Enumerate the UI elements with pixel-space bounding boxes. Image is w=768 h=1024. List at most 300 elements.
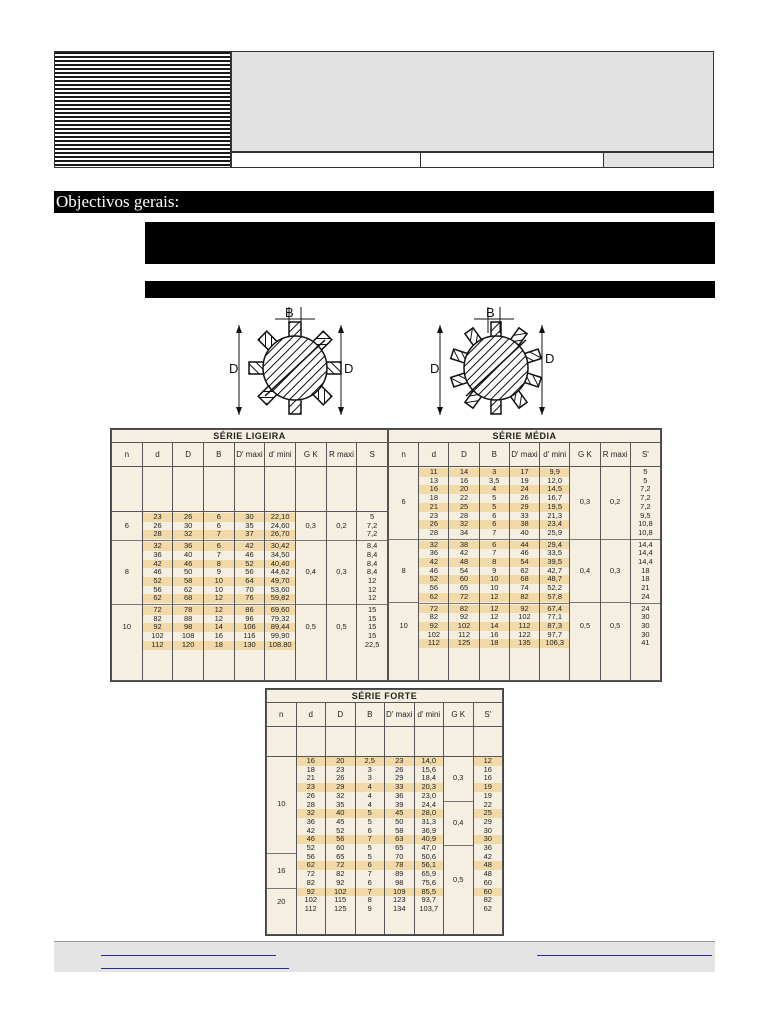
cell-value: 42: [235, 542, 265, 551]
cell-value: 24: [641, 603, 650, 613]
cell-value: 33: [520, 510, 529, 520]
cell-value: 0,5: [609, 620, 621, 630]
cell-value: 112: [304, 903, 317, 913]
cell-value: 62: [419, 593, 448, 602]
cell-value: 7: [492, 548, 497, 558]
cell-value: 64: [235, 577, 265, 586]
cell-value: 74: [520, 583, 529, 593]
cell-value: 56,1: [415, 861, 444, 870]
cell-value: 44,62: [270, 567, 290, 577]
cell-value: 30: [183, 520, 193, 530]
cell-value: 14,5: [540, 485, 569, 494]
cell-value: 0,3: [579, 497, 591, 507]
cell-value: 39,5: [540, 558, 569, 567]
cell-value: 42: [483, 851, 492, 861]
cell-value: 60: [483, 877, 492, 887]
cell-value: 47,0: [421, 843, 437, 853]
cell-value: 9: [367, 903, 372, 913]
group-block: [419, 539, 448, 603]
cell-value: 46: [245, 549, 254, 559]
cell-value: 82: [153, 613, 162, 623]
column-header: D: [326, 703, 356, 727]
group-block: [480, 603, 509, 650]
cell-value: 9: [492, 565, 497, 575]
cell-value: 15,6: [421, 764, 437, 774]
footer-link-1[interactable]: [101, 955, 276, 956]
cell-value: 23: [385, 757, 414, 766]
spacer-cell: [234, 467, 265, 512]
cell-value: 0,2: [336, 520, 347, 530]
cell-value: 97,7: [547, 629, 562, 639]
cell-value: 36: [173, 542, 203, 551]
group-block: [444, 845, 473, 916]
cell-value: 92: [419, 622, 448, 631]
cell-value: 18,4: [421, 773, 437, 783]
cell-value: 24,60: [270, 520, 290, 530]
cell-value: 6: [401, 497, 406, 507]
cell-value: 72: [306, 869, 315, 879]
cell-value: 19: [474, 783, 503, 792]
cell-value: 9,9: [540, 468, 569, 477]
group-block: [540, 603, 569, 650]
cell-value: 32: [143, 542, 173, 551]
cell-value: 18: [480, 639, 509, 648]
cell-value: 82: [306, 877, 315, 887]
cell-value: 75,6: [421, 877, 437, 887]
cell-value: 4: [356, 783, 385, 792]
cell-value: 36: [306, 816, 315, 826]
cell-value: 92: [336, 877, 345, 887]
column-cell: [295, 512, 326, 681]
cell-value: 7: [367, 869, 372, 879]
column-cell: [473, 757, 503, 935]
table-serie-ligeira: [111, 429, 388, 681]
cell-value: 46: [173, 560, 203, 569]
column-header: D: [449, 443, 479, 467]
spacer-cell: [265, 467, 296, 512]
cell-value: 5: [480, 503, 509, 512]
cell-value: 82: [429, 612, 438, 622]
cell-value: 70: [395, 851, 404, 861]
cell-value: 37: [235, 530, 265, 539]
cell-value: 82: [336, 869, 345, 879]
cell-value: 7: [204, 530, 234, 539]
cell-value: 4: [367, 799, 372, 809]
group-block: [204, 512, 234, 540]
cell-value: 48: [474, 861, 503, 870]
cell-value: 8,4: [366, 549, 378, 559]
cell-value: 54: [510, 558, 539, 567]
cell-value: 52: [336, 825, 345, 835]
cell-value: 36,9: [421, 825, 437, 835]
cell-value: 30: [641, 629, 650, 639]
group-block: [510, 467, 539, 539]
cell-value: 102: [427, 629, 441, 639]
column-cell: [296, 757, 326, 935]
cell-value: 20: [326, 757, 355, 766]
cell-value: 7,2: [640, 493, 651, 503]
header-title-area: [231, 51, 714, 152]
cell-value: 42: [419, 558, 448, 567]
cell-value: 29,4: [540, 541, 569, 550]
cell-value: 35: [245, 520, 254, 530]
spacer-cell: [473, 727, 503, 757]
column-cell: [112, 512, 143, 681]
svg-text:D: D: [545, 351, 555, 366]
spacer-cell: [444, 727, 474, 757]
cell-value: 12: [204, 594, 234, 603]
cell-value: 26: [419, 520, 448, 529]
cell-value: 38: [510, 520, 539, 529]
cell-value: 6: [216, 520, 221, 530]
column-cell: [326, 757, 356, 935]
cell-value: 25: [449, 503, 478, 512]
group-block: [267, 888, 296, 915]
column-cell: [265, 512, 296, 681]
cell-value: 16: [277, 865, 286, 875]
cell-value: 82: [483, 895, 492, 905]
cell-value: 25: [474, 809, 503, 818]
column-header: D' maxi: [234, 443, 265, 467]
cell-value: 8: [401, 565, 406, 575]
cell-value: 14,4: [638, 548, 653, 558]
footer-link-2[interactable]: [101, 968, 289, 969]
table-title: SÉRIE FORTE: [267, 690, 503, 703]
cell-value: 12: [204, 606, 234, 615]
column-header: R maxi: [600, 443, 630, 467]
cell-value: 28: [143, 530, 173, 539]
cell-value: 34,50: [270, 549, 290, 559]
cell-value: 9: [216, 567, 221, 577]
column-cell: [479, 467, 509, 681]
svg-text:D: D: [229, 361, 239, 376]
footer-link-3[interactable]: [537, 955, 712, 956]
cell-value: 62: [183, 584, 193, 594]
cell-value: 45: [385, 809, 414, 818]
cell-value: 16: [490, 629, 499, 639]
cell-value: 46: [429, 565, 438, 575]
column-cell: [357, 512, 388, 681]
cell-value: 23: [297, 783, 326, 792]
cell-value: 102: [518, 612, 531, 622]
column-cell: [203, 512, 234, 681]
cell-value: 68: [173, 594, 203, 603]
group-block: [444, 757, 473, 801]
cell-value: 13: [429, 475, 438, 485]
header-logo: [54, 51, 231, 168]
cell-value: 35: [336, 799, 345, 809]
group-block: [480, 467, 509, 539]
cell-value: 12: [367, 593, 377, 603]
cell-value: 10,8: [638, 527, 653, 537]
spacer-cell: [385, 727, 415, 757]
group-block: [112, 540, 142, 604]
cell-value: 36: [395, 790, 404, 800]
redacted-bar: [145, 222, 715, 264]
spline-light-drawing: [215, 303, 365, 421]
cell-value: 32: [297, 809, 326, 818]
spacer-cell: [296, 727, 326, 757]
cell-value: 6: [124, 520, 129, 530]
cell-value: 70: [245, 584, 254, 594]
column-cell: [326, 512, 357, 681]
cell-value: 2,5: [356, 757, 385, 766]
column-header: d: [142, 443, 173, 467]
cell-value: 7,2: [366, 520, 378, 530]
cell-value: 56: [429, 583, 438, 593]
group-block: [173, 512, 203, 540]
cell-value: 56: [306, 851, 315, 861]
group-block: [631, 603, 660, 650]
cell-value: 6: [204, 542, 234, 551]
group-block: [204, 540, 234, 604]
group-block: [327, 512, 357, 540]
header-cell-1: [231, 152, 421, 168]
column-header: B: [203, 443, 234, 467]
cell-value: 39: [395, 799, 404, 809]
column-header: d: [296, 703, 326, 727]
group-block: [173, 540, 203, 604]
cell-value: 82: [449, 605, 478, 614]
group-block: [449, 467, 478, 539]
cell-value: 6: [492, 510, 497, 520]
group-block: [267, 853, 296, 889]
cell-value: 40: [520, 527, 529, 537]
group-block: [570, 602, 599, 649]
cell-value: 42: [459, 548, 469, 558]
column-header: n: [112, 443, 143, 467]
cell-value: 12: [480, 593, 509, 602]
cell-value: 10: [399, 620, 408, 630]
column-header: B: [479, 443, 509, 467]
cell-value: 46: [297, 835, 326, 844]
cell-value: 10,8: [638, 519, 653, 529]
column-cell: [267, 757, 297, 935]
column-header: B: [355, 703, 385, 727]
header-cell-3: [603, 152, 714, 168]
spacer-cell: [414, 727, 444, 757]
cell-value: 96: [245, 613, 254, 623]
cell-value: 102: [151, 631, 164, 641]
cell-value: 7: [356, 835, 385, 844]
cell-value: 40: [326, 809, 355, 818]
cell-value: 36: [153, 549, 162, 559]
cell-value: 103,7: [419, 903, 439, 913]
column-cell: [540, 467, 570, 681]
cell-value: 79,32: [270, 613, 290, 623]
cell-value: 23,0: [421, 790, 437, 800]
spacer-cell: [173, 467, 204, 512]
cell-value: 10: [490, 583, 499, 593]
group-block: [540, 539, 569, 603]
group-block: [112, 512, 142, 540]
cell-value: 8,4: [366, 558, 378, 568]
group-block: [173, 604, 203, 651]
group-block: [235, 540, 265, 604]
group-block: [204, 604, 234, 651]
spacer-cell: [355, 727, 385, 757]
cell-value: 20,3: [415, 783, 444, 792]
cell-value: 7: [216, 549, 221, 559]
spacer-cell: [326, 467, 357, 512]
cell-value: 8: [124, 567, 129, 577]
cell-value: 23: [429, 510, 438, 520]
cell-value: 62: [297, 861, 326, 870]
cell-value: 15: [367, 605, 377, 615]
cell-value: 30: [235, 513, 265, 522]
group-block: [389, 467, 418, 539]
cell-value: 76: [235, 594, 265, 603]
cell-value: 12: [474, 757, 503, 766]
cell-value: 10: [277, 799, 286, 809]
column-header: d' mini: [265, 443, 296, 467]
cell-value: 23,4: [540, 520, 569, 529]
cell-value: 102: [326, 888, 355, 897]
cell-value: 112: [458, 629, 471, 639]
cell-value: 12,0: [547, 475, 562, 485]
column-cell: [419, 467, 449, 681]
cell-value: 3: [367, 773, 372, 783]
cell-value: 17: [510, 468, 539, 477]
column-header: S': [630, 443, 660, 467]
cell-value: 58: [173, 577, 203, 586]
column-cell: [509, 467, 539, 681]
group-block: [540, 467, 569, 539]
cell-value: 112: [143, 641, 173, 650]
cell-value: 5: [370, 512, 375, 521]
cell-value: 72: [419, 605, 448, 614]
column-header: G K: [570, 443, 600, 467]
column-header: d' mini: [540, 443, 570, 467]
cell-value: 12: [214, 613, 223, 623]
group-block: [296, 540, 326, 604]
cell-value: 50,6: [421, 851, 437, 861]
cell-value: 6: [367, 825, 372, 835]
cell-value: 30: [474, 835, 503, 844]
group-block: [419, 603, 448, 650]
cell-value: 34: [459, 527, 469, 537]
column-cell: [444, 757, 474, 935]
spacer-cell: [142, 467, 173, 512]
cell-value: 10: [122, 622, 131, 632]
cell-value: 53,60: [270, 584, 290, 594]
cell-value: 92: [459, 612, 469, 622]
cell-value: 6: [367, 877, 372, 887]
cell-value: 67,4: [540, 605, 569, 614]
cell-value: 106,3: [540, 639, 569, 648]
group-block: [631, 539, 660, 603]
group-block: [570, 467, 599, 539]
cell-value: 32: [449, 520, 478, 529]
cell-value: 45: [336, 816, 345, 826]
cell-value: 60: [449, 575, 478, 584]
cell-value: 36: [483, 843, 492, 853]
cell-value: 24,4: [421, 799, 437, 809]
cell-value: 88: [183, 613, 193, 623]
cell-value: 16: [297, 757, 326, 766]
cell-value: 40,9: [415, 835, 444, 844]
cell-value: 112: [419, 639, 448, 648]
group-block: [601, 467, 630, 539]
spacer-cell: [203, 467, 234, 512]
cell-value: 22,10: [265, 513, 295, 522]
cell-value: 16: [214, 631, 223, 641]
cell-value: 12: [490, 612, 499, 622]
cell-value: 7,2: [640, 484, 651, 494]
cell-value: 52: [419, 575, 448, 584]
cell-value: 56: [326, 835, 355, 844]
group-block: [265, 512, 295, 540]
cell-value: 92: [297, 888, 326, 897]
cell-value: 6: [356, 861, 385, 870]
cell-value: 120: [173, 641, 203, 650]
cell-value: 8: [480, 558, 509, 567]
cell-value: 23: [336, 764, 345, 774]
cell-value: 22: [459, 493, 469, 503]
cell-value: 26,70: [265, 530, 295, 539]
cell-value: 50: [183, 567, 193, 577]
cell-value: 7,2: [640, 501, 651, 511]
spacer-cell: [112, 467, 143, 512]
cell-value: 125: [449, 639, 478, 648]
cell-value: 29: [510, 503, 539, 512]
cell-value: 25,9: [547, 527, 562, 537]
cell-value: 26: [520, 493, 529, 503]
column-header: R maxi: [326, 443, 357, 467]
cell-value: 56: [153, 584, 162, 594]
group-block: [444, 801, 473, 846]
cell-value: 21,3: [547, 510, 562, 520]
group-block: [296, 512, 326, 540]
cell-value: 72: [143, 606, 173, 615]
cell-value: 99,90: [270, 631, 290, 641]
cell-value: 0,4: [305, 567, 316, 577]
cell-value: 19: [483, 790, 492, 800]
cell-value: 77,1: [547, 612, 562, 622]
cell-value: 123: [392, 895, 406, 905]
cell-value: 3: [480, 468, 509, 477]
cell-value: 24: [510, 485, 539, 494]
cell-value: 125: [333, 903, 347, 913]
cell-value: 16: [419, 485, 448, 494]
column-cell: [234, 512, 265, 681]
spline-medium-drawing: [418, 303, 568, 421]
cell-value: 115: [334, 895, 347, 905]
redacted-bar-small: [145, 281, 715, 298]
cell-value: 62: [483, 903, 492, 913]
svg-text:D: D: [344, 361, 354, 376]
cell-value: 108.80: [265, 641, 295, 650]
cell-value: 68: [510, 575, 539, 584]
column-cell: [600, 467, 630, 681]
cell-value: 16: [483, 773, 492, 783]
cell-value: 0,3: [305, 520, 316, 530]
group-block: [510, 539, 539, 603]
cell-value: 4: [480, 485, 509, 494]
cell-value: 8,4: [366, 541, 378, 551]
group-block: [601, 602, 630, 649]
cell-value: 108: [181, 631, 195, 641]
cell-value: 0,5: [305, 622, 316, 632]
cell-value: 93,7: [421, 895, 437, 905]
cell-value: 14,4: [638, 539, 653, 549]
spacer-cell: [295, 467, 326, 512]
cell-value: 112: [510, 622, 539, 631]
cell-value: 6: [204, 513, 234, 522]
column-cell: [449, 467, 479, 681]
cell-value: 11: [419, 468, 448, 477]
cell-value: 14: [449, 468, 478, 477]
